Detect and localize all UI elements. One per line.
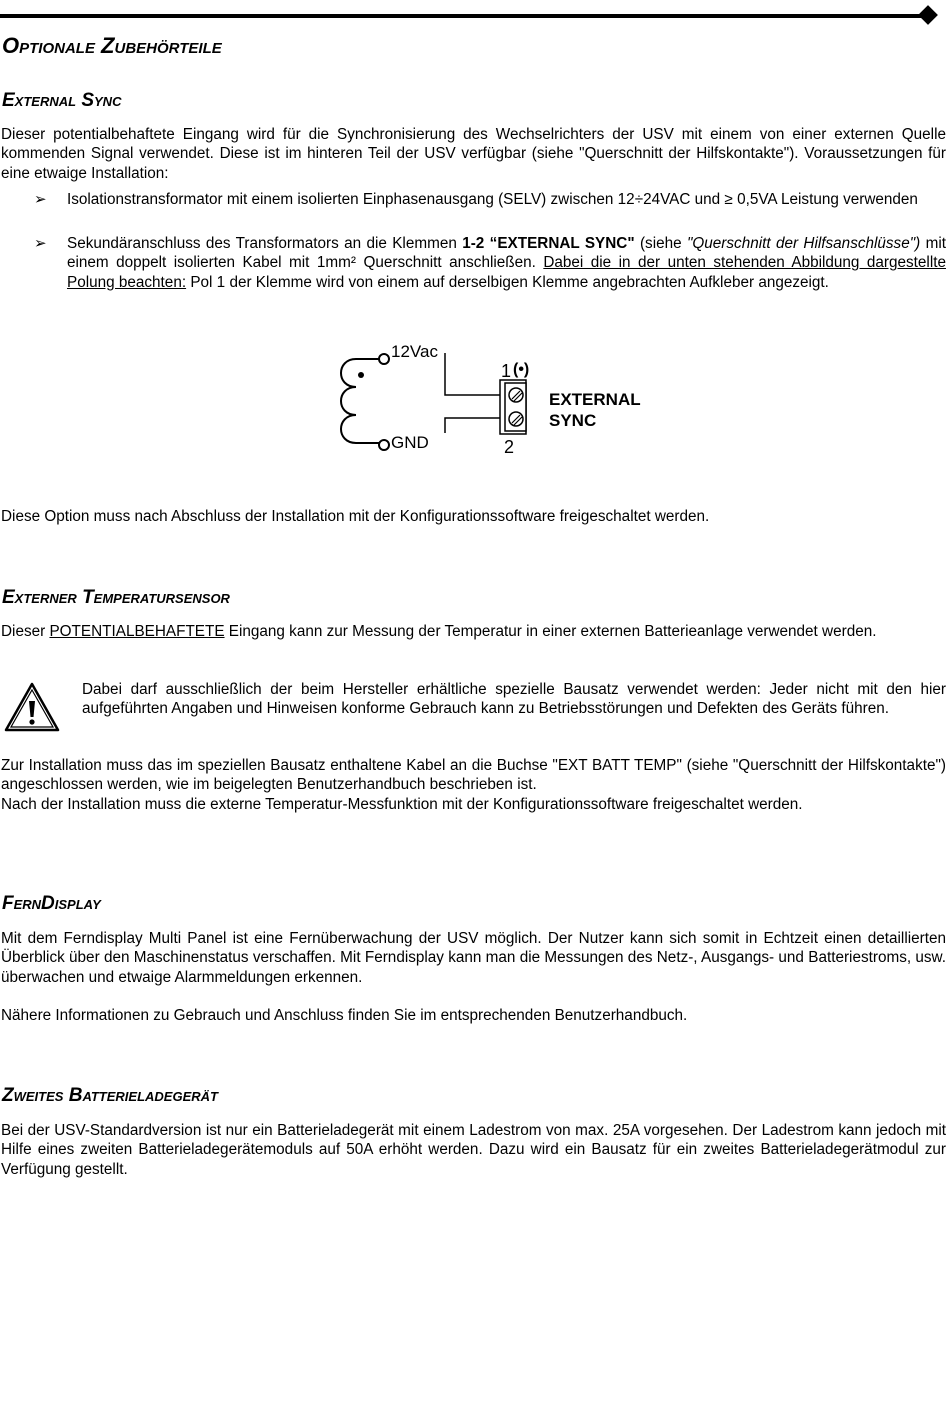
temp-sensor-after-install: Nach der Installation muss die externe Temperatur-Messfunktion mit der Konfigurationssoftware freigeschaltet werden. bbox=[1, 796, 803, 813]
bullet2-crossref: "Querschnitt der Hilfsanschlüsse") bbox=[686, 235, 921, 252]
bullet2-terminal-ref: 1-2 “EXTERNAL SYNC" bbox=[462, 235, 635, 252]
external-sync-wiring-diagram bbox=[330, 335, 660, 465]
temp-intro-emphasis: POTENTIALBEHAFTETE bbox=[49, 623, 225, 640]
header-rule-diamond bbox=[918, 5, 938, 25]
coil-terminal-top bbox=[379, 354, 389, 364]
transformer-coil bbox=[341, 359, 380, 443]
section-heading-external-sync: External Sync bbox=[2, 90, 122, 111]
bullet2-text-c: (siehe bbox=[634, 235, 687, 252]
external-sync-bullet-2 bbox=[67, 234, 946, 292]
pin-1-label: 1 bbox=[501, 361, 512, 381]
ferndisplay-description: Mit dem Ferndisplay Multi Panel ist eine Fernüberwachung der USV möglich. Der Nutzer kann sich somit in Echtzeit einen detaillierten Überblick über den Maschinenstatus verschaffen. Mit Ferndisplay kann man die Messungen des Netz-, Ausgangs- und Batteriestroms, usw. überwachen und etwaige Alarmmeldungen erkennen. bbox=[1, 930, 946, 986]
terminal-name-line-1: EXTERNAL bbox=[549, 390, 641, 409]
header-rule bbox=[0, 14, 930, 18]
external-sync-note: Diese Option muss nach Abschluss der Installation mit der Konfigurationssoftware freigeschaltet werden. bbox=[1, 508, 710, 525]
temp-sensor-install: Zur Installation muss das im speziellen Bausatz enthaltene Kabel an die Buchse "EXT BATT TEMP" (siehe "Querschnitt der Hilfskontakte") angeschlossen werden, wie im beigelegten Benutzerhandbuch beschrieben ist. bbox=[1, 757, 946, 794]
bullet2-text-g: Pol 1 der Klemme wird von einem auf derselbigen Klemme angebrachten Aufkleber angezeigt. bbox=[186, 273, 829, 291]
terminal-screw-1 bbox=[509, 388, 523, 402]
section-heading-second-charger: Zweites Batterieladegerät bbox=[2, 1085, 218, 1106]
temp-sensor-intro bbox=[1, 622, 946, 641]
second-charger-description: Bei der USV-Standardversion ist nur ein Batterieladegerät mit einem Ladestrom von max. 25A vorgesehen. Der Ladestrom kann jedoch mit Hilfe eines zweiten Batterieladegerätemoduls auf 50A erhöht werden. Dazu wird ein Bausatz für ein zweites Batterieladegerätmodul zur Verfügung gestellt. bbox=[1, 1122, 946, 1178]
bullet-arrow-icon: ➢ bbox=[34, 235, 47, 252]
temp-sensor-warning: Dabei darf ausschließlich der beim Hersteller erhältliche spezielle Bausatz verwendet werden: Jeder nicht mit den hier aufgeführten Angaben und Hinweisen konforme Gebrauch kann zu Betriebsstörungen und Defekten des Geräts führen. bbox=[82, 681, 946, 718]
coil-polarity-dot bbox=[358, 372, 364, 378]
section-heading-ferndisplay: FernDisplay bbox=[2, 893, 101, 914]
wire-12vac bbox=[445, 353, 502, 395]
page-title: Optionale Zubehörteile bbox=[2, 33, 222, 58]
temp-intro-c: Eingang kann zur Messung der Temperatur in einer externen Batterieanlage verwendet werden. bbox=[224, 623, 877, 640]
warning-triangle-icon bbox=[3, 681, 61, 733]
wire-gnd bbox=[445, 418, 502, 433]
pin-2-label: 2 bbox=[504, 437, 515, 457]
coil-terminal-bottom bbox=[379, 440, 389, 450]
bullet-arrow-icon: ➢ bbox=[34, 191, 47, 208]
bullet2-text-a: Sekundäranschluss des Transformators an die Klemmen bbox=[67, 235, 463, 252]
external-sync-bullet-1: Isolationstransformator mit einem isolierten Einphasenausgang (SELV) zwischen 12÷24VAC und ≥ 0,5VA Leistung verwenden bbox=[67, 191, 918, 208]
terminal-screw-2 bbox=[509, 412, 523, 426]
temp-intro-a: Dieser bbox=[1, 623, 50, 640]
pin-1-marker: (•) bbox=[513, 361, 530, 378]
terminal-name-line-2: SYNC bbox=[549, 411, 597, 430]
label-gnd: GND bbox=[391, 433, 429, 452]
bullet2-polarity-note: Dabei die in der unten stehenden Abbildung dargestellte Polung beachten: bbox=[67, 254, 946, 291]
bullet2-text-e: mit einem doppelt isolierten Kabel mit 1mm² Querschnitt anschließen. bbox=[67, 235, 946, 272]
label-12vac: 12Vac bbox=[391, 342, 438, 361]
ferndisplay-reference: Nähere Informationen zu Gebrauch und Anschluss finden Sie im entsprechenden Benutzerhandbuch. bbox=[1, 1007, 688, 1024]
external-sync-intro: Dieser potentialbehaftete Eingang wird für die Synchronisierung des Wechselrichters der USV mit einem von einer externen Quelle kommenden Signal verwendet. Diese ist im hinteren Teil der USV verfügbar (siehe "Querschnitt der Hilfskontakte"). Voraussetzungen für eine etwaige Installation: bbox=[1, 126, 946, 182]
section-heading-temp-sensor: Externer Temperatursensor bbox=[2, 587, 230, 608]
